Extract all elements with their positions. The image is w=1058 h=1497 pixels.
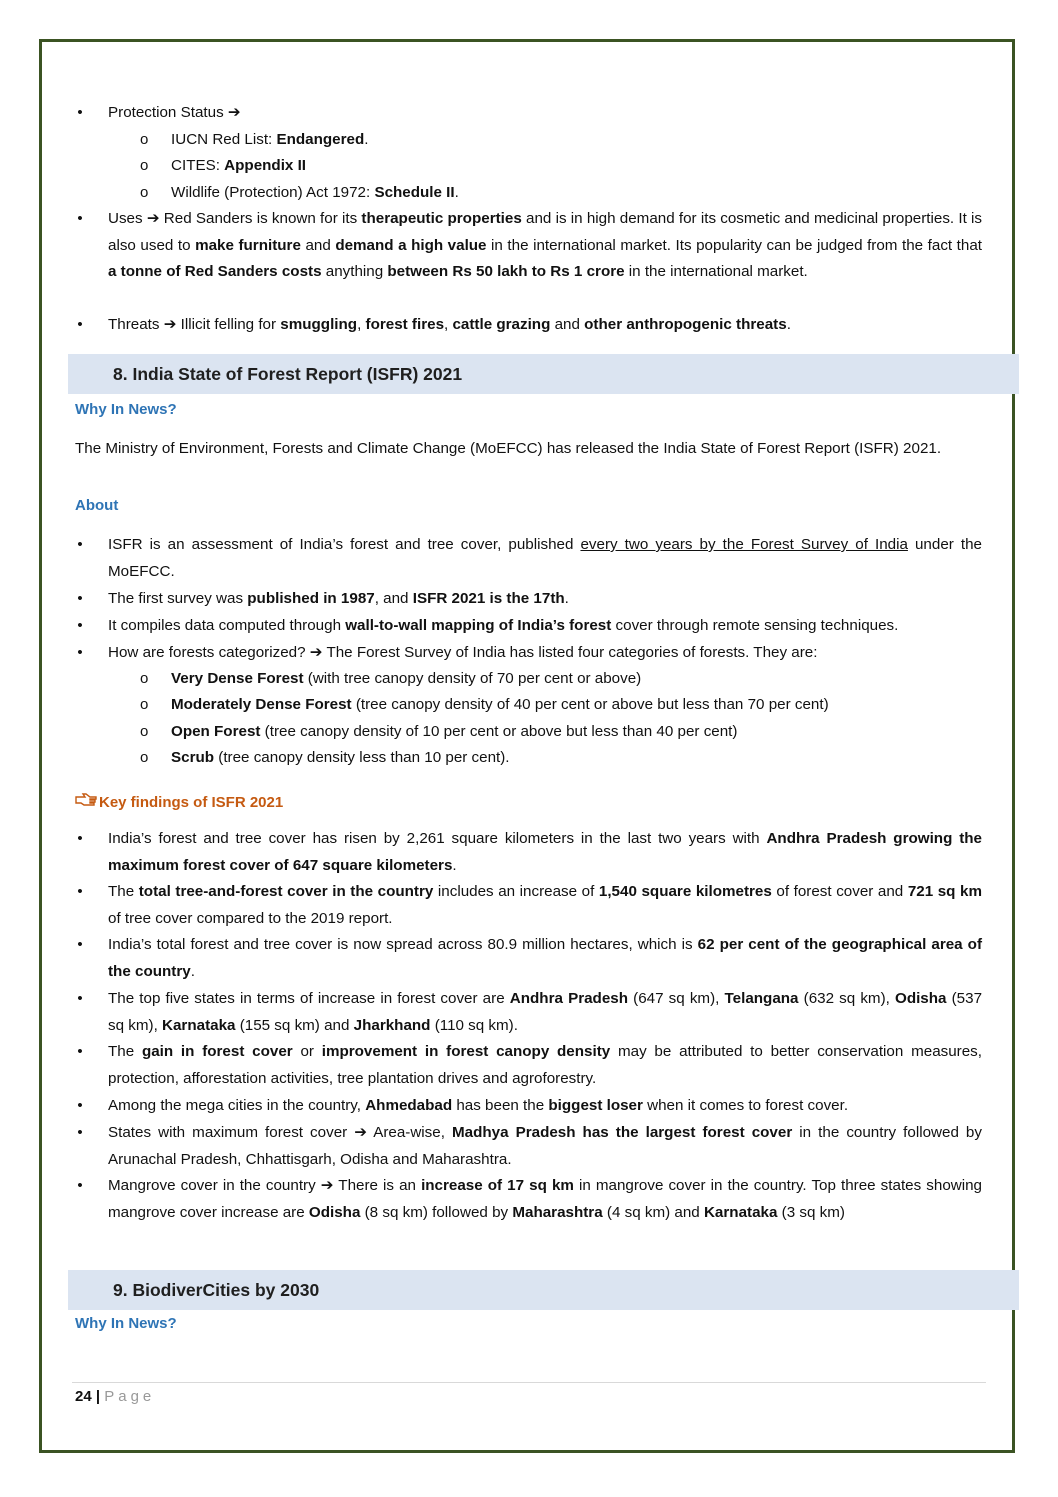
bullet: • bbox=[77, 883, 83, 900]
iucn-line: IUCN Red List: Endangered. bbox=[171, 131, 369, 148]
sub-bullet: o bbox=[140, 749, 149, 766]
wpa-line: Wildlife (Protection) Act 1972: Schedule II. bbox=[171, 184, 459, 201]
section-8-title: 8. India State of Forest Report (ISFR) 2021 bbox=[113, 364, 463, 384]
bullet: • bbox=[77, 990, 83, 1007]
bullet: • bbox=[77, 830, 83, 847]
sub-bullet: o bbox=[140, 723, 149, 740]
page-footer: 24 | Page bbox=[75, 1388, 156, 1405]
section-9-title: 9. BiodiverCities by 2030 bbox=[113, 1280, 320, 1300]
pointing-hand-icon bbox=[75, 791, 99, 811]
bullet: • bbox=[77, 936, 83, 953]
finding-item: States with maximum forest cover ➔ Area-wise, Madhya Pradesh has the largest forest cover in the country followed by Arunachal Pradesh, Chhattisgarh, Odisha and Maharashtra. bbox=[108, 1124, 982, 1168]
about-item: How are forests categorized? ➔ The Forest Survey of India has listed four categories of forests. They are: bbox=[108, 644, 818, 661]
bullet: • bbox=[77, 536, 83, 553]
why-in-news-label: Why In News? bbox=[75, 1315, 177, 1332]
finding-item: The total tree-and-forest cover in the country includes an increase of 1,540 square kilometres of forest cover and 721 sq km of tree cover compared to the 2019 report. bbox=[108, 883, 982, 927]
bullet: • bbox=[77, 1043, 83, 1060]
why-in-news-label: Why In News? bbox=[75, 401, 177, 418]
finding-item: Mangrove cover in the country ➔ There is an increase of 17 sq km in mangrove cover in the country. Top three states showing mangrove cover increase are Odisha (8 sq km) followed by Maharashtra (4 sq km) and Karnataka (3 sq km) bbox=[108, 1177, 982, 1221]
bullet: • bbox=[77, 1177, 83, 1194]
forest-category: Very Dense Forest (with tree canopy density of 70 per cent or above) bbox=[171, 670, 642, 687]
forest-category: Open Forest (tree canopy density of 10 per cent or above but less than 40 per cent) bbox=[171, 723, 738, 740]
about-label: About bbox=[75, 497, 119, 514]
page-label: Page bbox=[104, 1388, 156, 1405]
bullet: • bbox=[77, 210, 83, 227]
page-number: 24 bbox=[75, 1388, 92, 1405]
news-paragraph: The Ministry of Environment, Forests and Climate Change (MoEFCC) has released the India State of Forest Report (ISFR) 2021. bbox=[75, 440, 942, 457]
about-item: ISFR is an assessment of India’s forest and tree cover, published every two years by the Forest Survey of India under the MoEFCC. bbox=[108, 536, 982, 580]
uses-paragraph: Uses ➔ Red Sanders is known for its therapeutic properties and is in high demand for its cosmetic and medicinal properties. It is also used to make furniture and demand a high value in the international market. Its popularity can be judged from the fact that a tonne of Red Sanders costs anything between Rs 50 lakh to Rs 1 crore in the international market. bbox=[108, 210, 983, 281]
finding-item: The top five states in terms of increase in forest cover are Andhra Pradesh (647 sq km), Telangana (632 sq km), Odisha (537 sq km), Karnataka (155 sq km) and Jharkhand (110 sq km). bbox=[108, 990, 983, 1034]
bullet: • bbox=[77, 617, 83, 634]
sub-bullet: o bbox=[140, 157, 149, 174]
sub-bullet: o bbox=[140, 184, 149, 201]
bullet: • bbox=[77, 1124, 83, 1141]
forest-category: Moderately Dense Forest (tree canopy density of 40 per cent or above but less than 70 per cent) bbox=[171, 696, 829, 713]
sub-bullet: o bbox=[140, 696, 149, 713]
cites-line: CITES: Appendix II bbox=[171, 157, 307, 174]
about-item: The first survey was published in 1987, and ISFR 2021 is the 17th. bbox=[108, 590, 569, 607]
bullet: • bbox=[77, 590, 83, 607]
key-findings-label: Key findings of ISFR 2021 bbox=[75, 791, 283, 811]
finding-item: India’s forest and tree cover has risen by 2,261 square kilometers in the last two years with Andhra Pradesh growing the maximum forest cover of 647 square kilometers. bbox=[108, 830, 982, 874]
bullet: • bbox=[77, 644, 83, 661]
finding-item: The gain in forest cover or improvement in forest canopy density may be attributed to better conservation measures, protection, afforestation activities, tree plantation drives and agroforestry. bbox=[108, 1043, 982, 1087]
footer-divider bbox=[72, 1382, 986, 1383]
bullet: • bbox=[77, 316, 83, 333]
sub-bullet: o bbox=[140, 131, 149, 148]
threats-line: Threats ➔ Illicit felling for smuggling, forest fires, cattle grazing and other anthropogenic threats. bbox=[108, 316, 791, 333]
about-item: It compiles data computed through wall-to-wall mapping of India’s forest cover through remote sensing techniques. bbox=[108, 617, 899, 634]
forest-category: Scrub (tree canopy density less than 10 per cent). bbox=[171, 749, 510, 766]
finding-item: Among the mega cities in the country, Ahmedabad has been the biggest loser when it comes to forest cover. bbox=[108, 1097, 849, 1114]
sub-bullet: o bbox=[140, 670, 149, 687]
bullet: • bbox=[77, 104, 83, 121]
protection-status: Protection Status ➔ bbox=[108, 104, 241, 121]
finding-item: India’s total forest and tree cover is now spread across 80.9 million hectares, which is 62 per cent of the geographical area of the country. bbox=[108, 936, 983, 980]
bullet: • bbox=[77, 1097, 83, 1114]
